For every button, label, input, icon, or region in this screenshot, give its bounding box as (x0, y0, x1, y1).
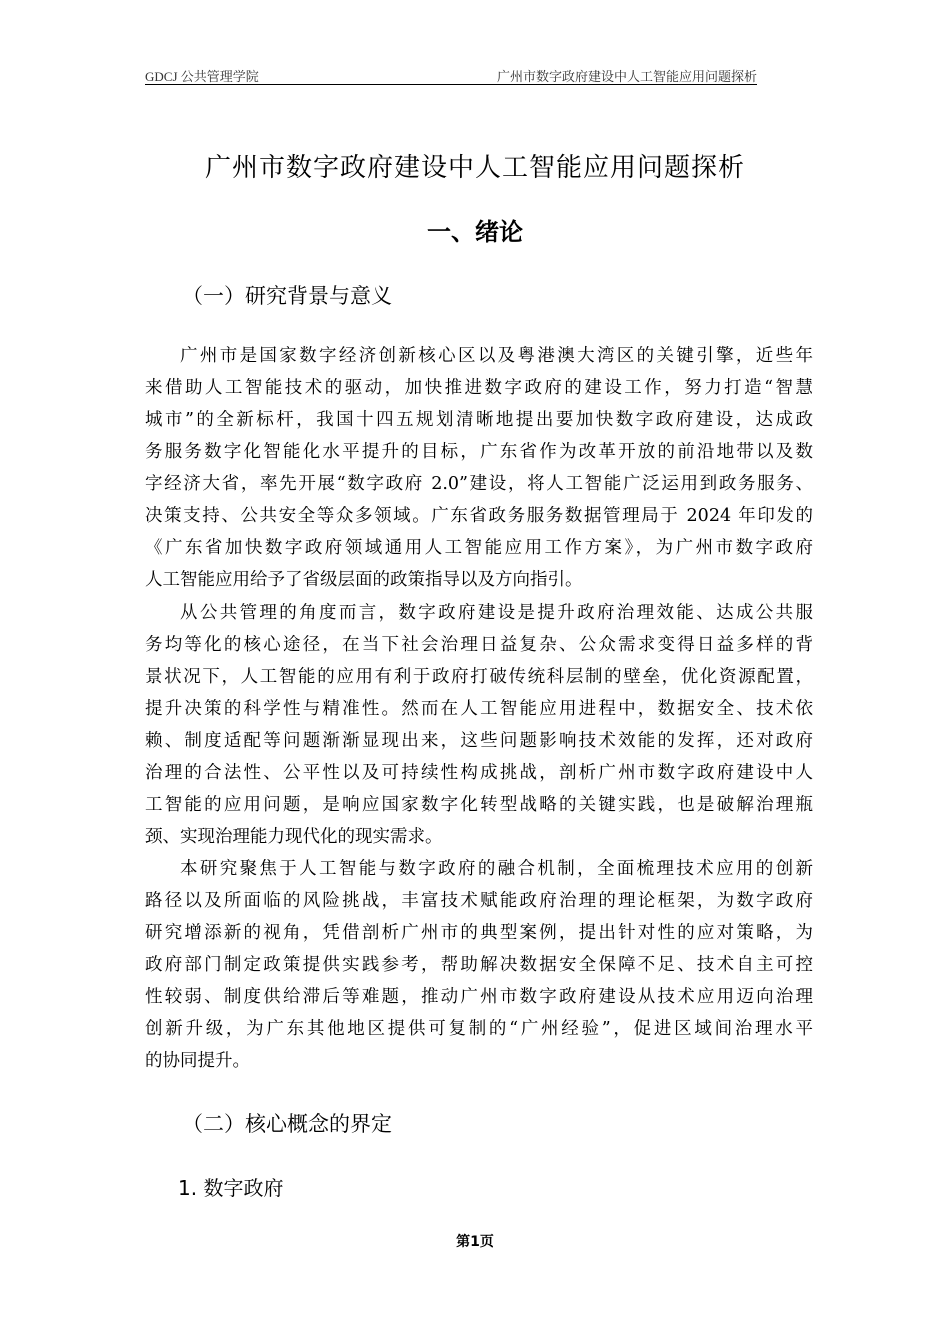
paragraph-line: 景状况下，人工智能的应用有利于政府打破传统科层制的壁垒，优化资源配置， (145, 667, 813, 687)
paragraph-line: 政府部门制定政策提供实践参考，帮助解决数据安全保障不足、技术自主可控 (145, 955, 813, 975)
paragraph-line: 来借助人工智能技术的驱动，加快推进数字政府的建设工作，努力打造“智慧 (145, 378, 813, 398)
header-paper-title: 广州市数字政府建设中人工智能应用问题探析 (496, 69, 757, 84)
paragraph-line: 《广东省加快数字政府领域通用人工智能应用工作方案》，为广州市数字政府 (145, 538, 813, 558)
paragraph-line: 人工智能应用给予了省级层面的政策指导以及方向指引。 (145, 570, 583, 590)
paragraph-line: 创新升级，为广东其他地区提供可复制的“广州经验”，促进区域间治理水平 (145, 1019, 813, 1039)
paragraph-line: 字经济大省，率先开展“数字政府 2.0”建设，将人工智能广泛运用到政务服务、 (145, 474, 813, 494)
section-heading-concepts: （二）核心概念的界定 (182, 1112, 392, 1136)
chapter-heading: 一、绪论 (427, 218, 523, 246)
paragraph-line: 治理的合法性、公平性以及可持续性构成挑战，剖析广州市数字政府建设中人 (145, 763, 813, 783)
paragraph-line: 广州市是国家数字经济创新核心区以及粤港澳大湾区的关键引擎，近些年 (180, 346, 813, 366)
paragraph-1 (145, 340, 813, 596)
page-number: 第1页 (456, 1234, 494, 1250)
section-heading-background: （一）研究背景与意义 (182, 284, 392, 308)
paragraph-3 (145, 853, 813, 1077)
paragraph-line: 颈、实现治理能力现代化的现实需求。 (145, 827, 443, 847)
paragraph-line: 务服务数字化智能化水平提升的目标，广东省作为改革开放的前沿地带以及数 (145, 442, 813, 462)
paragraph-line: 性较弱、制度供给滞后等难题，推动广州市数字政府建设从技术应用迈向治理 (145, 987, 813, 1007)
subsection-heading-digital-government: 1. 数字政府 (178, 1176, 284, 1200)
header-divider (145, 84, 757, 85)
paragraph-2 (145, 597, 813, 853)
paragraph-line: 工智能的应用问题，是响应国家数字化转型战略的关键实践，也是破解治理瓶 (145, 795, 813, 815)
paragraph-line: 赖、制度适配等问题渐渐显现出来，这些问题影响技术效能的发挥，还对政府 (145, 731, 813, 751)
paragraph-line: 本研究聚焦于人工智能与数字政府的融合机制，全面梳理技术应用的创新 (180, 859, 813, 879)
header-school: GDCJ 公共管理学院 (145, 69, 259, 84)
paragraph-line: 提升决策的科学性与精准性。然而在人工智能应用进程中，数据安全、技术依 (145, 699, 813, 719)
paragraph-line: 路径以及所面临的风险挑战，丰富技术赋能政府治理的理论框架，为数字政府 (145, 891, 813, 911)
paragraph-line: 从公共管理的角度而言，数字政府建设是提升政府治理效能、达成公共服 (180, 603, 813, 623)
paragraph-line: 城市”的全新标杆，我国十四五规划清晰地提出要加快数字政府建设，达成政 (145, 410, 813, 430)
paragraph-line: 务均等化的核心途径，在当下社会治理日益复杂、公众需求变得日益多样的背 (145, 635, 813, 655)
paragraph-line: 决策支持、公共安全等众多领域。广东省政务服务数据管理局于 2024 年印发的 (145, 506, 813, 526)
document-title: 广州市数字政府建设中人工智能应用问题探析 (204, 153, 745, 183)
paragraph-line: 的协同提升。 (145, 1051, 250, 1071)
paragraph-line: 研究增添新的视角，凭借剖析广州市的典型案例，提出针对性的应对策略，为 (145, 923, 813, 943)
